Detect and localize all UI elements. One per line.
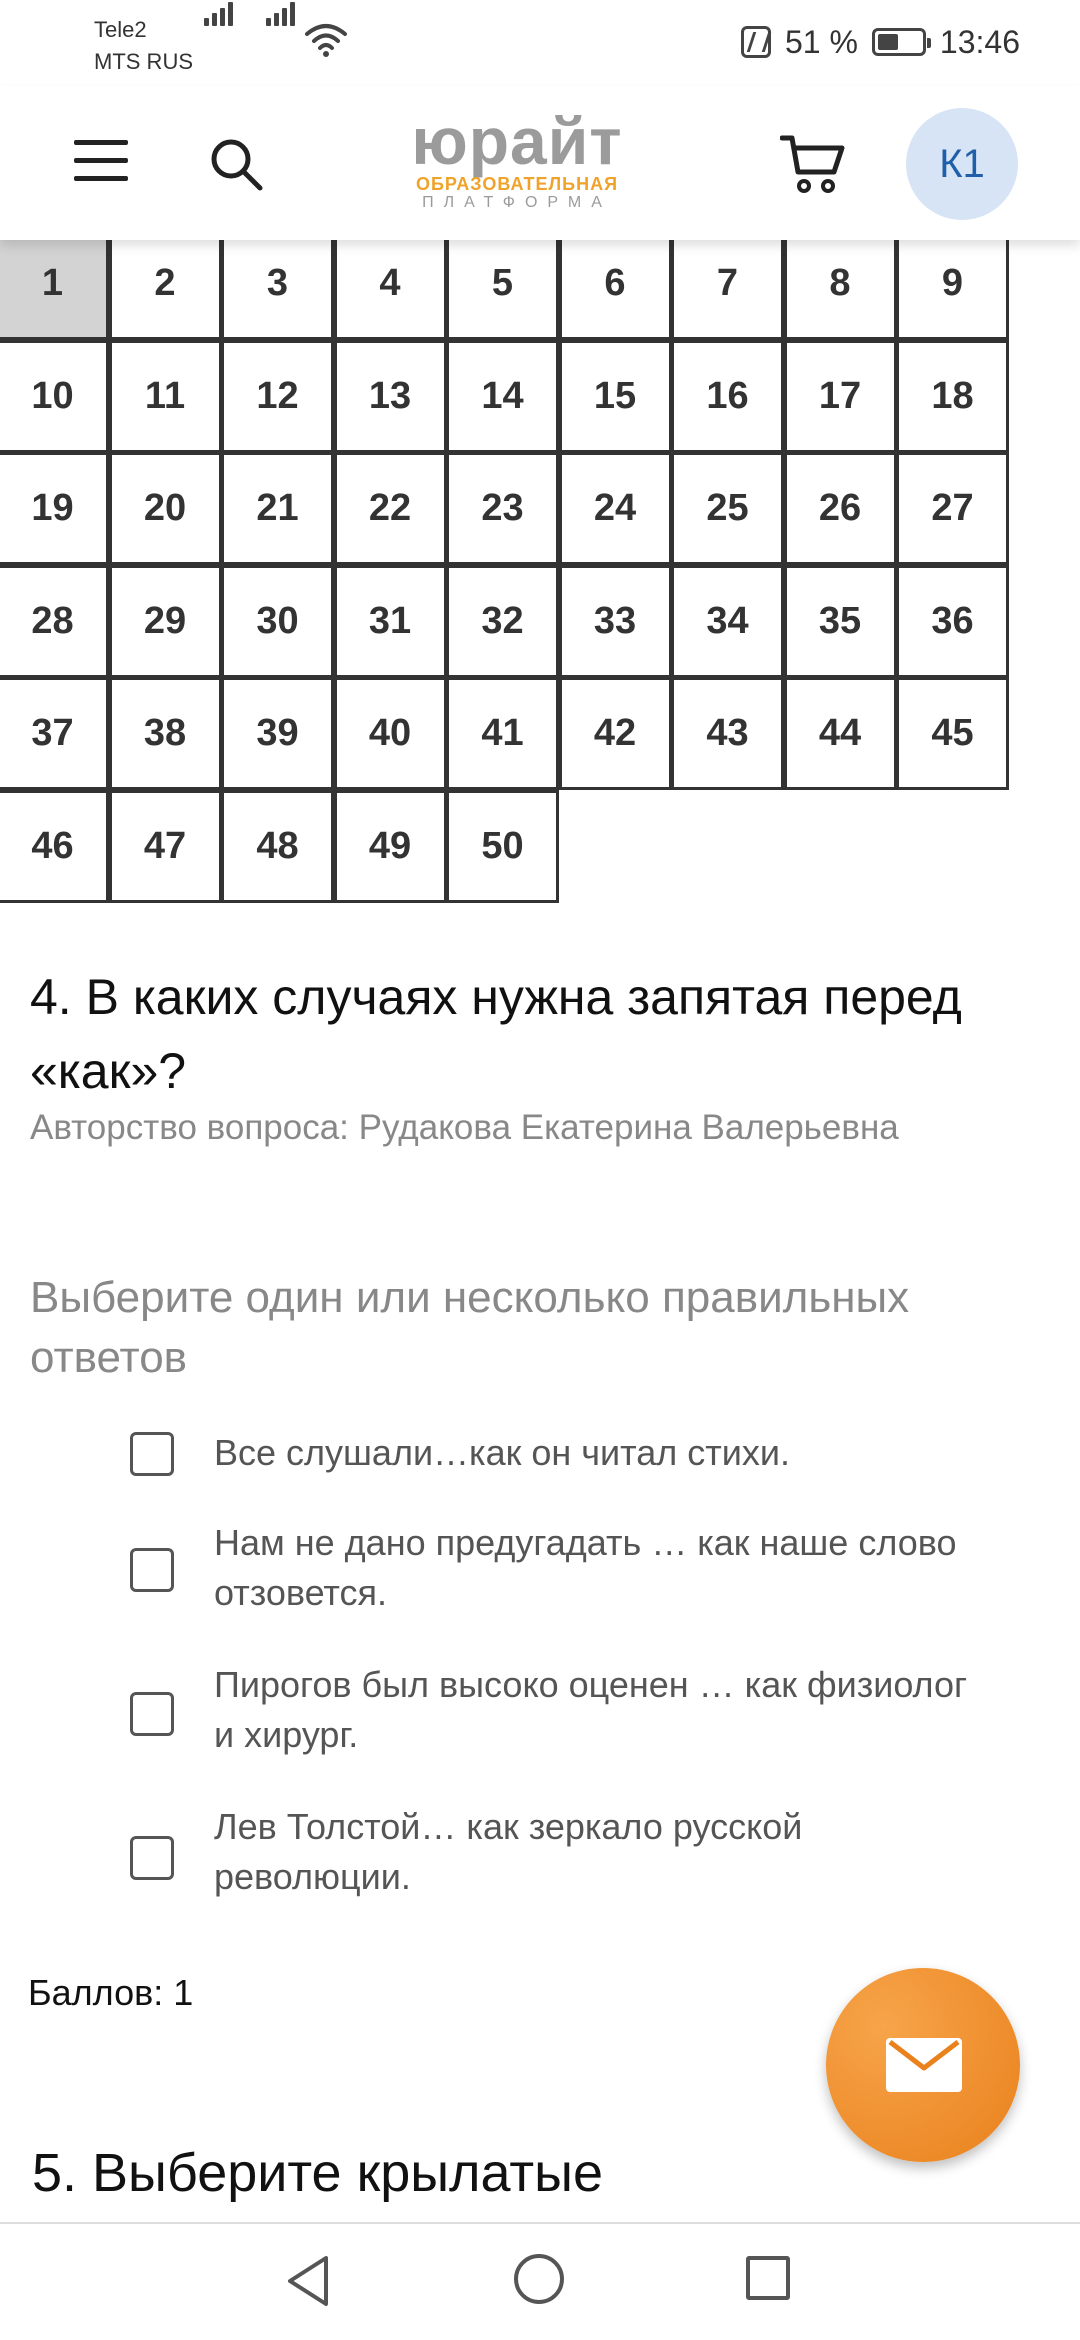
question-hint: Выберите один или несколько правильных ответов xyxy=(30,1273,910,1382)
question-number-cell[interactable]: 33 xyxy=(559,565,672,678)
status-right xyxy=(741,22,1020,62)
question-number-cell[interactable]: 12 xyxy=(221,340,334,453)
recent-square-icon[interactable] xyxy=(746,2256,790,2300)
question-title: 4. В каких случаях нужна запятая перед «как»? xyxy=(30,969,962,1099)
question-number-cell[interactable]: 44 xyxy=(784,677,897,790)
answer-option[interactable] xyxy=(130,1660,990,1760)
clock: 13:46 xyxy=(939,23,1020,60)
question-number-cell[interactable]: 34 xyxy=(671,565,784,678)
answer-text: Пирогов был высоко оценен … как физиолог и хирург. xyxy=(214,1664,968,1755)
logo-sub1-text: ОБРАЗОВАТЕЛЬНАЯ xyxy=(415,174,619,194)
question-number-cell[interactable]: 41 xyxy=(446,677,559,790)
question-number-cell[interactable]: 10 xyxy=(0,340,109,453)
question-number-cell[interactable]: 50 xyxy=(446,790,559,903)
question-number-cell[interactable]: 18 xyxy=(896,340,1009,453)
question-number-cell[interactable]: 14 xyxy=(446,340,559,453)
message-fab[interactable] xyxy=(826,1968,1020,2162)
battery-level: 51 % xyxy=(784,23,858,60)
question-number-cell[interactable]: 39 xyxy=(221,677,334,790)
score-label: Баллов: 1 xyxy=(28,1972,194,2013)
answer-checkbox[interactable] xyxy=(130,1836,174,1880)
question-number-cell[interactable]: 47 xyxy=(109,790,222,903)
system-nav-bar xyxy=(0,2222,1080,2340)
question-number-cell[interactable]: 30 xyxy=(221,565,334,678)
question-number-cell[interactable]: 17 xyxy=(784,340,897,453)
back-triangle-icon[interactable] xyxy=(284,2254,332,2308)
question-number-cell[interactable]: 21 xyxy=(221,452,334,565)
question-number-cell[interactable]: 9 xyxy=(896,227,1009,340)
answer-text: Лев Толстой… как зеркало русской революции. xyxy=(214,1806,803,1897)
question-number-cell[interactable]: 31 xyxy=(334,565,447,678)
question-number-cell[interactable]: 46 xyxy=(0,790,109,903)
question-number-cell[interactable]: 16 xyxy=(671,340,784,453)
question-number-cell[interactable]: 19 xyxy=(0,452,109,565)
question-number-cell[interactable]: 25 xyxy=(671,452,784,565)
question-number-cell[interactable]: 6 xyxy=(559,227,672,340)
answer-text: Все слушали…как он читал стихи. xyxy=(214,1432,790,1473)
logo-main-text: юрайт xyxy=(411,104,623,178)
logo[interactable] xyxy=(400,104,634,216)
search-icon[interactable] xyxy=(208,136,264,192)
next-question-title: 5. Выберите крылатые xyxy=(32,2143,603,2203)
question-number-cell[interactable]: 11 xyxy=(109,340,222,453)
answer-checkbox[interactable] xyxy=(130,1432,174,1476)
question-number-cell[interactable]: 1 xyxy=(0,227,109,340)
question-number-cell[interactable]: 49 xyxy=(334,790,447,903)
question-number-cell[interactable]: 23 xyxy=(446,452,559,565)
question-number-cell[interactable]: 29 xyxy=(109,565,222,678)
question-number-cell[interactable]: 4 xyxy=(334,227,447,340)
question-number-cell[interactable]: 5 xyxy=(446,227,559,340)
question-number-cell[interactable]: 20 xyxy=(109,452,222,565)
question-number-cell[interactable]: 7 xyxy=(671,227,784,340)
question-number-cell[interactable]: 45 xyxy=(896,677,1009,790)
question-number-cell[interactable]: 22 xyxy=(334,452,447,565)
question-number-cell[interactable]: 32 xyxy=(446,565,559,678)
question-number-cell[interactable]: 8 xyxy=(784,227,897,340)
question-number-cell[interactable]: 27 xyxy=(896,452,1009,565)
nfc-icon xyxy=(741,26,771,58)
logo-sub2-text: ПЛАТФОРМА xyxy=(422,194,612,211)
wifi-icon xyxy=(304,22,348,58)
question-number-cell[interactable]: 28 xyxy=(0,565,109,678)
avatar[interactable]: К1 xyxy=(906,108,1018,220)
answer-option[interactable] xyxy=(130,1802,990,1902)
question-number-cell[interactable]: 2 xyxy=(109,227,222,340)
question-number-cell[interactable]: 3 xyxy=(221,227,334,340)
status-bar xyxy=(0,0,1080,86)
carrier-1: Tele2 xyxy=(94,17,147,42)
question-number-cell[interactable]: 36 xyxy=(896,565,1009,678)
question-number-cell[interactable]: 26 xyxy=(784,452,897,565)
carrier-2: MTS RUS xyxy=(94,49,193,74)
answer-option[interactable] xyxy=(130,1518,990,1618)
battery-icon xyxy=(872,28,926,56)
answer-option[interactable] xyxy=(130,1428,990,1478)
question-number-cell[interactable]: 13 xyxy=(334,340,447,453)
question-number-cell[interactable]: 40 xyxy=(334,677,447,790)
question-number-cell[interactable]: 37 xyxy=(0,677,109,790)
question-number-cell[interactable]: 48 xyxy=(221,790,334,903)
question-number-cell[interactable]: 35 xyxy=(784,565,897,678)
carrier-info xyxy=(94,14,193,78)
app-header xyxy=(0,86,1080,240)
question-number-cell[interactable]: 15 xyxy=(559,340,672,453)
question-number-cell[interactable]: 42 xyxy=(559,677,672,790)
answer-checkbox[interactable] xyxy=(130,1548,174,1592)
answer-text: Нам не дано предугадать … как наше слово отзовется. xyxy=(214,1522,957,1613)
envelope-icon xyxy=(886,2038,962,2092)
question-author: Авторство вопроса: Рудакова Екатерина Валерьевна xyxy=(30,1108,899,1147)
question-number-cell[interactable]: 38 xyxy=(109,677,222,790)
question-number-cell[interactable]: 24 xyxy=(559,452,672,565)
home-circle-icon[interactable] xyxy=(514,2254,564,2304)
answer-checkbox[interactable] xyxy=(130,1692,174,1736)
cart-icon[interactable] xyxy=(780,132,846,196)
question-number-cell[interactable]: 43 xyxy=(671,677,784,790)
hamburger-icon[interactable] xyxy=(74,140,128,182)
